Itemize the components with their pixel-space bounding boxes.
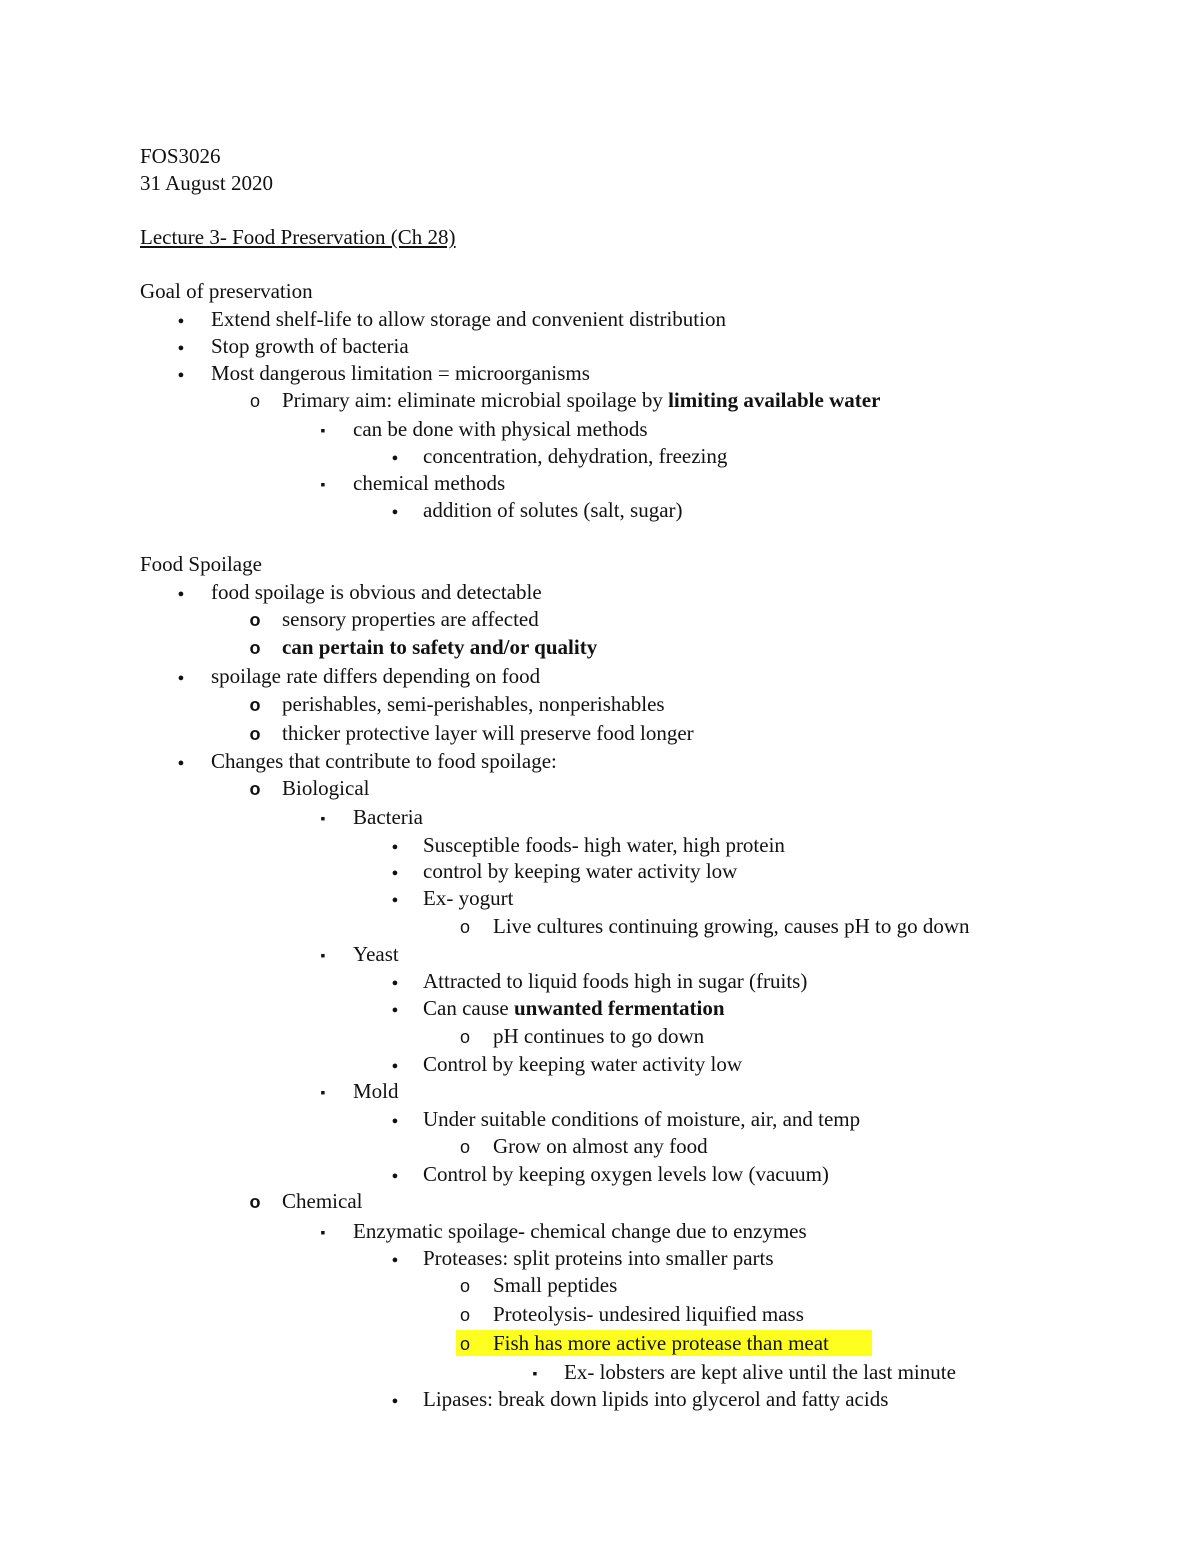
bullet-icon: [382, 1386, 408, 1414]
lecture-title: Lecture 3- Food Preservation (Ch 28): [140, 225, 456, 249]
circle-bullet-icon: [452, 1301, 478, 1328]
square-bullet-icon: [310, 1078, 336, 1107]
list-item: Under suitable conditions of moisture, air, and temp: [423, 1107, 861, 1131]
list-item: Attracted to liquid foods high in sugar (fruits): [423, 969, 808, 993]
square-bullet-icon: [310, 941, 336, 970]
list-item: Extend shelf-life to allow storage and convenient distribution: [211, 307, 726, 331]
list-item: Proteolysis- undesired liquified mass: [493, 1302, 804, 1326]
list-item: Control by keeping oxygen levels low (vacuum): [423, 1162, 829, 1186]
bullet-icon: [382, 968, 408, 996]
list-item: Bacteria: [353, 805, 423, 829]
circle-bullet-icon: [242, 720, 268, 747]
list-item: can pertain to safety and/or quality: [282, 635, 598, 659]
goal-heading: Goal of preservation: [140, 279, 313, 303]
circle-bullet-icon: [242, 1188, 268, 1215]
square-bullet-icon: [310, 416, 336, 445]
circle-bullet-icon: [452, 1272, 478, 1299]
bullet-icon: [168, 748, 194, 776]
list-item: Yeast: [353, 942, 399, 966]
list-item: addition of solutes (salt, sugar): [423, 498, 683, 522]
list-item: Ex- yogurt: [423, 886, 514, 910]
bullet-icon: [168, 663, 194, 691]
circle-bullet-icon: [242, 691, 268, 718]
list-item: Small peptides: [493, 1273, 618, 1297]
list-item: perishables, semi-perishables, nonperishables: [282, 692, 665, 716]
list-item: can be done with physical methods: [353, 417, 648, 441]
list-item: Control by keeping water activity low: [423, 1052, 743, 1076]
list-item: Ex- lobsters are kept alive until the last minute: [564, 1360, 956, 1384]
list-item: sensory properties are affected: [282, 607, 539, 631]
square-bullet-icon: [310, 470, 336, 499]
list-item: Stop growth of bacteria: [211, 334, 409, 358]
circle-bullet-icon: [242, 775, 268, 802]
square-bullet-icon: [310, 804, 336, 833]
bullet-icon: [382, 995, 408, 1023]
list-item: thicker protective layer will preserve food longer: [282, 721, 694, 745]
circle-bullet-icon: [242, 387, 268, 414]
spoilage-heading: Food Spoilage: [140, 552, 262, 576]
bullet-icon: [382, 443, 408, 471]
list-item: spoilage rate differs depending on food: [211, 664, 541, 688]
circle-bullet-icon: [452, 913, 478, 940]
list-item: Mold: [353, 1079, 399, 1103]
list-item: Susceptible foods- high water, high protein: [423, 833, 785, 857]
list-item: food spoilage is obvious and detectable: [211, 580, 542, 604]
bullet-icon: [382, 885, 408, 913]
list-item: Biological: [282, 776, 370, 800]
bullet-icon: [168, 579, 194, 607]
bullet-icon: [382, 1106, 408, 1134]
list-item: pH continues to go down: [493, 1024, 705, 1048]
bullet-icon: [382, 1051, 408, 1079]
list-item: control by keeping water activity low: [423, 859, 738, 883]
circle-bullet-icon: [452, 1133, 478, 1160]
circle-bullet-icon: [452, 1330, 478, 1357]
bullet-icon: [382, 497, 408, 525]
circle-bullet-icon: [242, 606, 268, 633]
list-item: Lipases: break down lipids into glycerol and fatty acids: [423, 1387, 889, 1411]
circle-bullet-icon: [452, 1023, 478, 1050]
list-item: Enzymatic spoilage- chemical change due to enzymes: [353, 1219, 807, 1243]
list-item: Most dangerous limitation = microorganisms: [211, 361, 590, 385]
bullet-icon: [382, 1245, 408, 1273]
list-item: Chemical: [282, 1189, 363, 1213]
lecture-date: 31 August 2020: [140, 171, 274, 195]
bullet-icon: [168, 333, 194, 361]
circle-bullet-icon: [242, 634, 268, 661]
highlighted-list-item: Fish has more active protease than meat: [493, 1331, 829, 1355]
bullet-icon: [382, 832, 408, 860]
bullet-icon: [168, 360, 194, 388]
list-item: Changes that contribute to food spoilage:: [211, 749, 557, 773]
list-item: Primary aim: eliminate microbial spoilage by limiting available water: [282, 388, 881, 412]
list-item: Proteases: split proteins into smaller parts: [423, 1246, 774, 1270]
list-item: Can cause unwanted fermentation: [423, 996, 725, 1020]
bullet-icon: [382, 1161, 408, 1189]
list-item: chemical methods: [353, 471, 506, 495]
bullet-icon: [168, 306, 194, 334]
list-item: concentration, dehydration, freezing: [423, 444, 728, 468]
list-item: Live cultures continuing growing, causes pH to go down: [493, 914, 970, 938]
bullet-icon: [382, 858, 408, 886]
list-item: Grow on almost any food: [493, 1134, 708, 1158]
square-bullet-icon: [310, 1218, 336, 1247]
course-code: FOS3026: [140, 144, 221, 168]
square-bullet-icon: [522, 1359, 548, 1388]
